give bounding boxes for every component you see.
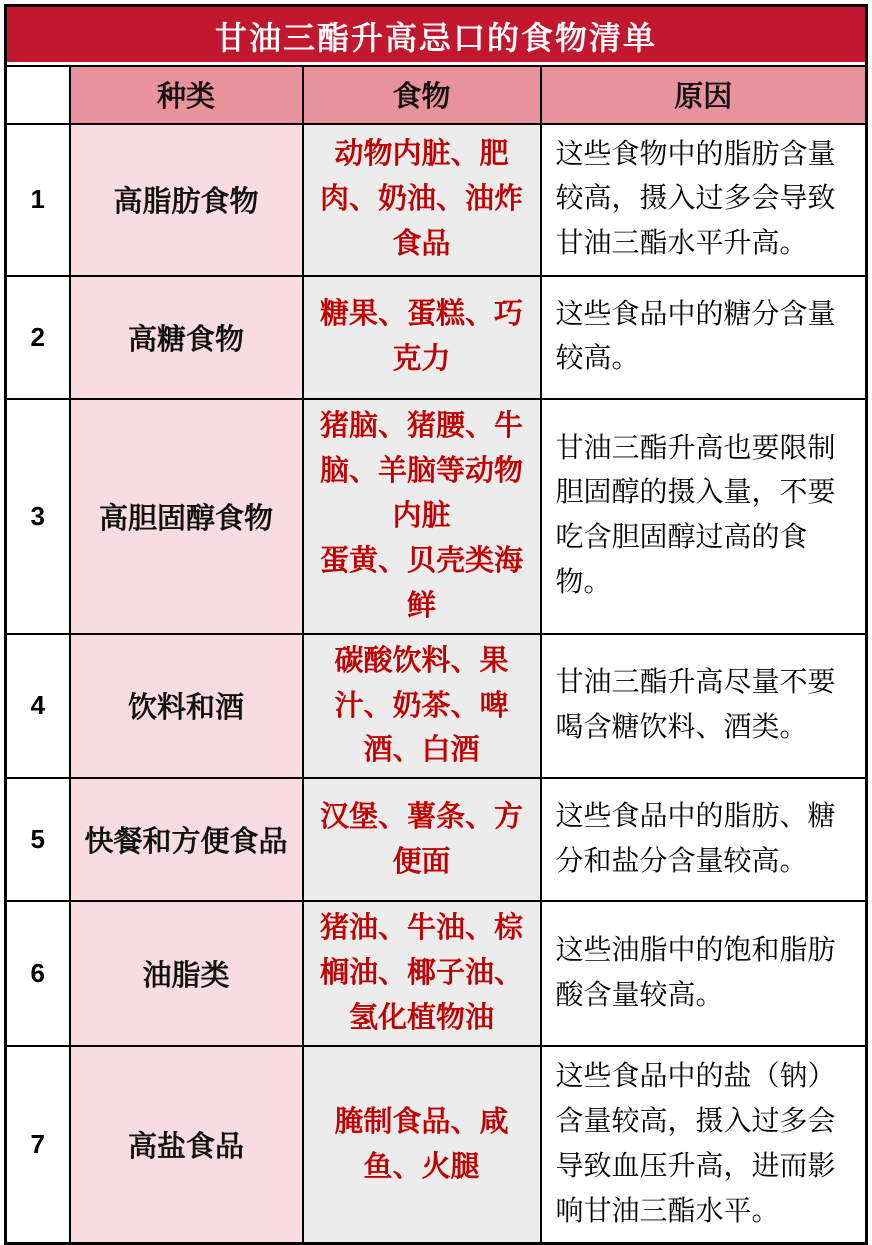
row-number: 4 [6,634,70,779]
table-row [6,399,867,634]
header-row [6,66,867,124]
header-category: 种类 [70,66,303,124]
row-number: 7 [6,1046,70,1244]
row-category: 高脂肪食物 [70,124,303,276]
row-food: 猪脑、猪腰、牛脑、羊脑等动物内脏 蛋黄、贝壳类海鲜 [303,399,541,634]
row-reason: 甘油三酯升高尽量不要喝含糖饮料、酒类。 [541,634,867,779]
header-index [6,66,70,124]
row-reason: 甘油三酯升高也要限制胆固醇的摄入量，不要吃含胆固醇过高的食物。 [541,399,867,634]
row-category: 高胆固醇食物 [70,399,303,634]
table-row [6,276,867,399]
row-reason: 这些食品中的脂肪、糖分和盐分含量较高。 [541,778,867,901]
page-title: 甘油三酯升高忌口的食物清单 [6,6,867,66]
row-reason: 这些食物中的脂肪含量较高，摄入过多会导致甘油三酯水平升高。 [541,124,867,276]
table-row [6,901,867,1046]
row-reason: 这些食品中的盐（钠）含量较高，摄入过多会导致血压升高，进而影响甘油三酯水平。 [541,1046,867,1244]
row-number: 5 [6,778,70,901]
row-number: 6 [6,901,70,1046]
row-number: 1 [6,124,70,276]
row-food: 猪油、牛油、棕榈油、椰子油、氢化植物油 [303,901,541,1046]
table-row [6,1046,867,1244]
table-row [6,634,867,779]
header-reason: 原因 [541,66,867,124]
row-food: 汉堡、薯条、方便面 [303,778,541,901]
row-category: 油脂类 [70,901,303,1046]
forbidden-food-table [4,4,868,1245]
row-food: 动物内脏、肥肉、奶油、油炸食品 [303,124,541,276]
row-reason: 这些食品中的糖分含量较高。 [541,276,867,399]
row-number: 3 [6,399,70,634]
row-reason: 这些油脂中的饱和脂肪酸含量较高。 [541,901,867,1046]
table-row [6,778,867,901]
row-category: 饮料和酒 [70,634,303,779]
row-food: 碳酸饮料、果汁、奶茶、啤酒、白酒 [303,634,541,779]
row-number: 2 [6,276,70,399]
header-food: 食物 [303,66,541,124]
table-row [6,124,867,276]
row-category: 高糖食物 [70,276,303,399]
row-food: 糖果、蛋糕、巧克力 [303,276,541,399]
title-row [6,6,867,66]
row-category: 快餐和方便食品 [70,778,303,901]
row-category: 高盐食品 [70,1046,303,1244]
row-food: 腌制食品、咸鱼、火腿 [303,1046,541,1244]
